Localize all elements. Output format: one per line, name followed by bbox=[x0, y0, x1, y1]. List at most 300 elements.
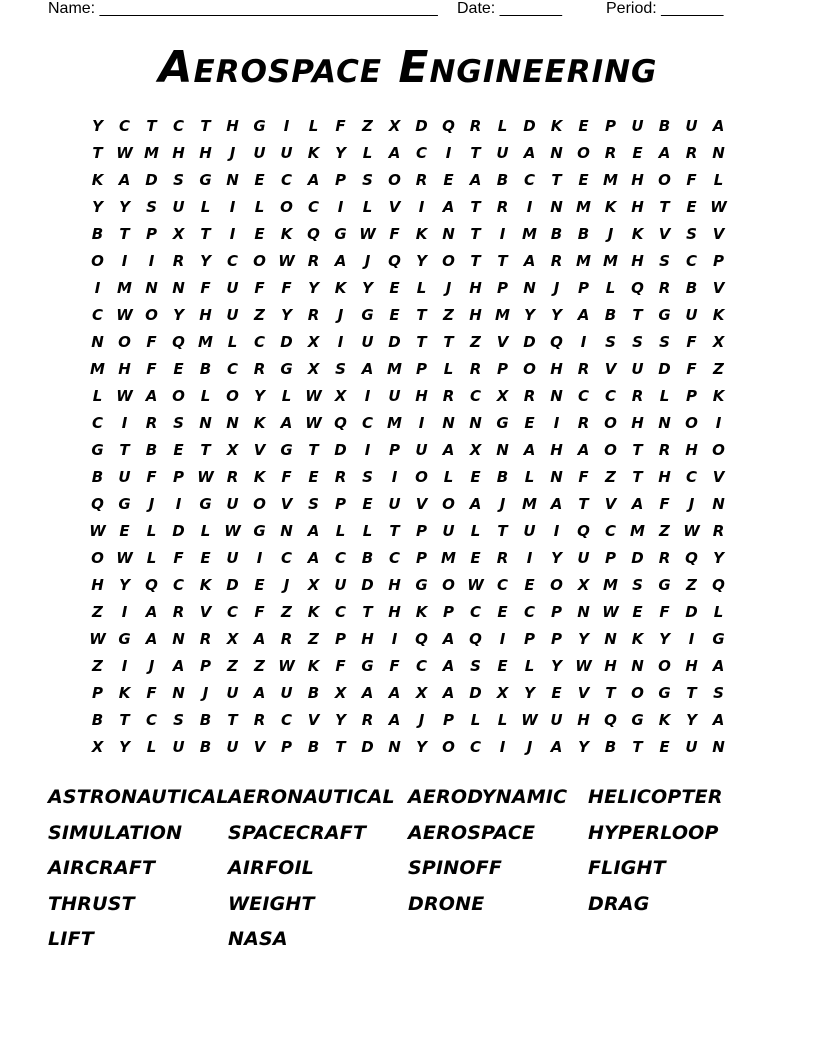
grid-letter[interactable]: I bbox=[499, 225, 506, 243]
grid-letter[interactable]: F bbox=[281, 279, 292, 297]
grid-letter[interactable]: M bbox=[603, 171, 618, 189]
grid-letter[interactable]: T bbox=[605, 684, 616, 702]
grid-letter[interactable]: I bbox=[229, 225, 236, 243]
grid-letter[interactable]: E bbox=[173, 441, 184, 459]
grid-letter[interactable]: F bbox=[146, 333, 157, 351]
grid-letter[interactable]: C bbox=[415, 144, 427, 162]
grid-letter[interactable]: H bbox=[631, 414, 644, 432]
grid-letter[interactable]: R bbox=[712, 522, 725, 540]
grid-letter[interactable]: N bbox=[604, 630, 617, 648]
grid-letter[interactable]: F bbox=[335, 117, 346, 135]
grid-letter[interactable]: S bbox=[173, 171, 184, 189]
grid-letter[interactable]: E bbox=[470, 549, 481, 567]
grid-letter[interactable]: H bbox=[469, 306, 482, 324]
grid-letter[interactable]: U bbox=[172, 198, 185, 216]
grid-letter[interactable]: F bbox=[686, 171, 697, 189]
grid-letter[interactable]: F bbox=[659, 495, 670, 513]
grid-letter[interactable]: T bbox=[119, 225, 130, 243]
grid-letter[interactable]: T bbox=[632, 468, 643, 486]
grid-letter[interactable]: W bbox=[224, 522, 241, 540]
grid-letter[interactable]: G bbox=[199, 171, 212, 189]
grid-letter[interactable]: R bbox=[658, 279, 671, 297]
grid-letter[interactable]: C bbox=[685, 468, 697, 486]
grid-letter[interactable]: C bbox=[604, 522, 616, 540]
grid-letter[interactable]: J bbox=[364, 252, 371, 270]
grid-letter[interactable]: V bbox=[253, 441, 266, 459]
grid-letter[interactable]: C bbox=[226, 603, 238, 621]
grid-letter[interactable]: R bbox=[307, 252, 320, 270]
grid-letter[interactable]: Q bbox=[631, 279, 644, 297]
grid-letter[interactable]: P bbox=[443, 603, 454, 621]
grid-letter[interactable]: H bbox=[199, 306, 212, 324]
grid-letter[interactable]: X bbox=[226, 441, 239, 459]
grid-letter[interactable]: M bbox=[522, 225, 537, 243]
grid-letter[interactable]: C bbox=[253, 333, 265, 351]
grid-letter[interactable]: C bbox=[91, 414, 103, 432]
grid-letter[interactable]: W bbox=[89, 522, 106, 540]
grid-letter[interactable]: W bbox=[710, 198, 727, 216]
grid-letter[interactable]: B bbox=[604, 738, 617, 756]
grid-letter[interactable]: T bbox=[308, 441, 319, 459]
grid-letter[interactable]: K bbox=[199, 576, 212, 594]
grid-letter[interactable]: T bbox=[389, 522, 400, 540]
grid-letter[interactable]: X bbox=[469, 441, 482, 459]
grid-letter[interactable]: D bbox=[361, 576, 374, 594]
grid-letter[interactable]: B bbox=[307, 684, 320, 702]
grid-letter[interactable]: J bbox=[148, 495, 155, 513]
grid-letter[interactable]: F bbox=[281, 468, 292, 486]
grid-letter[interactable]: K bbox=[631, 225, 644, 243]
grid-letter[interactable]: D bbox=[388, 333, 401, 351]
grid-letter[interactable]: V bbox=[604, 495, 617, 513]
grid-letter[interactable]: D bbox=[280, 333, 293, 351]
grid-letter[interactable]: Y bbox=[200, 252, 211, 270]
grid-letter[interactable]: T bbox=[578, 495, 589, 513]
grid-letter[interactable]: P bbox=[416, 360, 427, 378]
grid-letter[interactable]: X bbox=[307, 333, 320, 351]
grid-letter[interactable]: R bbox=[280, 630, 293, 648]
grid-letter[interactable]: N bbox=[172, 684, 185, 702]
grid-letter[interactable]: A bbox=[361, 360, 374, 378]
grid-letter[interactable]: F bbox=[146, 360, 157, 378]
grid-letter[interactable]: P bbox=[146, 225, 157, 243]
grid-letter[interactable]: A bbox=[388, 711, 401, 729]
grid-letter[interactable]: P bbox=[605, 549, 616, 567]
grid-letter[interactable]: G bbox=[91, 441, 104, 459]
grid-letter[interactable]: D bbox=[469, 684, 482, 702]
grid-letter[interactable]: T bbox=[416, 306, 427, 324]
grid-letter[interactable]: E bbox=[308, 468, 319, 486]
grid-letter[interactable]: C bbox=[469, 603, 481, 621]
grid-letter[interactable]: I bbox=[94, 279, 101, 297]
grid-letter[interactable]: X bbox=[415, 684, 428, 702]
grid-letter[interactable]: X bbox=[496, 684, 509, 702]
grid-letter[interactable]: E bbox=[578, 171, 589, 189]
grid-letter[interactable]: L bbox=[362, 522, 373, 540]
grid-letter[interactable]: I bbox=[688, 630, 695, 648]
grid-letter[interactable]: Z bbox=[659, 522, 670, 540]
grid-letter[interactable]: A bbox=[712, 657, 725, 675]
grid-letter[interactable]: Q bbox=[550, 333, 563, 351]
grid-letter[interactable]: N bbox=[172, 630, 185, 648]
grid-letter[interactable]: N bbox=[550, 387, 563, 405]
grid-letter[interactable]: W bbox=[278, 252, 295, 270]
grid-letter[interactable]: E bbox=[524, 576, 535, 594]
grid-letter[interactable]: T bbox=[119, 711, 130, 729]
grid-letter[interactable]: X bbox=[307, 576, 320, 594]
grid-letter[interactable]: S bbox=[308, 495, 319, 513]
grid-letter[interactable]: T bbox=[416, 333, 427, 351]
grid-letter[interactable]: K bbox=[415, 603, 428, 621]
grid-letter[interactable]: X bbox=[226, 630, 239, 648]
grid-letter[interactable]: J bbox=[337, 306, 344, 324]
grid-letter[interactable]: A bbox=[658, 144, 671, 162]
grid-letter[interactable]: H bbox=[550, 441, 563, 459]
grid-letter[interactable]: T bbox=[551, 171, 562, 189]
grid-letter[interactable]: E bbox=[497, 657, 508, 675]
grid-letter[interactable]: L bbox=[200, 387, 211, 405]
grid-letter[interactable]: Z bbox=[254, 306, 265, 324]
grid-letter[interactable]: R bbox=[415, 171, 428, 189]
grid-letter[interactable]: I bbox=[364, 441, 371, 459]
grid-letter[interactable]: N bbox=[199, 414, 212, 432]
grid-letter[interactable]: H bbox=[631, 198, 644, 216]
grid-letter[interactable]: I bbox=[256, 549, 263, 567]
grid-letter[interactable]: U bbox=[280, 684, 293, 702]
grid-letter[interactable]: K bbox=[415, 225, 428, 243]
grid-letter[interactable]: F bbox=[200, 279, 211, 297]
grid-letter[interactable]: C bbox=[523, 603, 535, 621]
grid-letter[interactable]: P bbox=[713, 252, 724, 270]
grid-letter[interactable]: N bbox=[388, 738, 401, 756]
grid-letter[interactable]: O bbox=[442, 576, 455, 594]
grid-letter[interactable]: Y bbox=[335, 711, 346, 729]
grid-letter[interactable]: L bbox=[443, 360, 454, 378]
grid-letter[interactable]: I bbox=[391, 630, 398, 648]
grid-letter[interactable]: U bbox=[550, 711, 563, 729]
grid-letter[interactable]: N bbox=[226, 171, 239, 189]
grid-letter[interactable]: P bbox=[335, 171, 346, 189]
grid-letter[interactable]: G bbox=[361, 306, 374, 324]
grid-letter[interactable]: A bbox=[442, 630, 455, 648]
grid-letter[interactable]: Y bbox=[551, 306, 562, 324]
grid-letter[interactable]: A bbox=[388, 684, 401, 702]
grid-letter[interactable]: C bbox=[469, 738, 481, 756]
grid-letter[interactable]: N bbox=[712, 738, 725, 756]
grid-letter[interactable]: O bbox=[442, 738, 455, 756]
grid-letter[interactable]: U bbox=[226, 495, 239, 513]
grid-letter[interactable]: C bbox=[172, 576, 184, 594]
grid-letter[interactable]: W bbox=[89, 630, 106, 648]
grid-letter[interactable]: S bbox=[632, 576, 643, 594]
grid-letter[interactable]: O bbox=[658, 171, 671, 189]
grid-letter[interactable]: U bbox=[442, 522, 455, 540]
grid-letter[interactable]: R bbox=[469, 360, 482, 378]
grid-letter[interactable]: U bbox=[388, 387, 401, 405]
grid-letter[interactable]: A bbox=[361, 684, 374, 702]
grid-letter[interactable]: H bbox=[631, 252, 644, 270]
grid-letter[interactable]: K bbox=[307, 657, 320, 675]
grid-letter[interactable]: A bbox=[469, 171, 482, 189]
grid-letter[interactable]: N bbox=[712, 144, 725, 162]
grid-letter[interactable]: E bbox=[632, 603, 643, 621]
grid-letter[interactable]: D bbox=[523, 333, 536, 351]
grid-letter[interactable]: X bbox=[577, 576, 590, 594]
grid-letter[interactable]: P bbox=[497, 360, 508, 378]
period-field[interactable]: Period: _______ bbox=[606, 0, 724, 17]
grid-letter[interactable]: U bbox=[226, 549, 239, 567]
grid-letter[interactable]: D bbox=[172, 522, 185, 540]
grid-letter[interactable]: W bbox=[467, 576, 484, 594]
grid-letter[interactable]: L bbox=[92, 387, 103, 405]
grid-letter[interactable]: Z bbox=[92, 603, 103, 621]
grid-letter[interactable]: I bbox=[121, 657, 128, 675]
grid-letter[interactable]: R bbox=[253, 360, 266, 378]
grid-letter[interactable]: M bbox=[603, 576, 618, 594]
grid-letter[interactable]: A bbox=[118, 171, 131, 189]
grid-letter[interactable]: Q bbox=[685, 549, 698, 567]
grid-letter[interactable]: C bbox=[496, 576, 508, 594]
grid-letter[interactable]: B bbox=[91, 225, 104, 243]
grid-letter[interactable]: F bbox=[335, 657, 346, 675]
grid-letter[interactable]: U bbox=[253, 144, 266, 162]
grid-letter[interactable]: M bbox=[387, 360, 402, 378]
grid-letter[interactable]: X bbox=[388, 117, 401, 135]
grid-letter[interactable]: N bbox=[280, 522, 293, 540]
grid-letter[interactable]: P bbox=[497, 279, 508, 297]
grid-letter[interactable]: F bbox=[389, 225, 400, 243]
grid-letter[interactable]: K bbox=[307, 603, 320, 621]
grid-letter[interactable]: T bbox=[119, 441, 130, 459]
grid-letter[interactable]: V bbox=[712, 468, 725, 486]
grid-letter[interactable]: E bbox=[659, 738, 670, 756]
grid-letter[interactable]: G bbox=[415, 576, 428, 594]
grid-letter[interactable]: B bbox=[496, 468, 509, 486]
grid-letter[interactable]: O bbox=[172, 387, 185, 405]
grid-letter[interactable]: P bbox=[335, 630, 346, 648]
grid-letter[interactable]: M bbox=[576, 252, 591, 270]
grid-letter[interactable]: E bbox=[362, 495, 373, 513]
grid-letter[interactable]: B bbox=[496, 171, 509, 189]
grid-letter[interactable]: S bbox=[362, 468, 373, 486]
grid-letter[interactable]: H bbox=[361, 630, 374, 648]
grid-letter[interactable]: V bbox=[253, 738, 266, 756]
grid-letter[interactable]: N bbox=[631, 657, 644, 675]
grid-letter[interactable]: L bbox=[659, 387, 670, 405]
grid-letter[interactable]: U bbox=[361, 333, 374, 351]
grid-letter[interactable]: N bbox=[442, 225, 455, 243]
grid-letter[interactable]: T bbox=[146, 117, 157, 135]
grid-letter[interactable]: E bbox=[497, 603, 508, 621]
grid-letter[interactable]: H bbox=[604, 657, 617, 675]
grid-letter[interactable]: H bbox=[226, 117, 239, 135]
grid-letter[interactable]: C bbox=[577, 387, 589, 405]
grid-letter[interactable]: X bbox=[172, 225, 185, 243]
grid-letter[interactable]: F bbox=[146, 684, 157, 702]
grid-letter[interactable]: N bbox=[712, 495, 725, 513]
grid-letter[interactable]: D bbox=[145, 171, 158, 189]
grid-letter[interactable]: D bbox=[226, 576, 239, 594]
grid-letter[interactable]: B bbox=[604, 306, 617, 324]
grid-letter[interactable]: O bbox=[712, 441, 725, 459]
grid-letter[interactable]: V bbox=[577, 684, 590, 702]
grid-letter[interactable]: J bbox=[499, 495, 506, 513]
grid-letter[interactable]: O bbox=[685, 414, 698, 432]
grid-letter[interactable]: C bbox=[334, 603, 346, 621]
grid-letter[interactable]: F bbox=[686, 333, 697, 351]
grid-letter[interactable]: G bbox=[658, 684, 671, 702]
grid-letter[interactable]: I bbox=[364, 387, 371, 405]
grid-letter[interactable]: E bbox=[173, 360, 184, 378]
grid-letter[interactable]: C bbox=[91, 306, 103, 324]
grid-letter[interactable]: V bbox=[658, 225, 671, 243]
grid-letter[interactable]: V bbox=[415, 495, 428, 513]
grid-letter[interactable]: Z bbox=[254, 657, 265, 675]
grid-letter[interactable]: I bbox=[499, 738, 506, 756]
grid-letter[interactable]: C bbox=[226, 360, 238, 378]
grid-letter[interactable]: E bbox=[254, 225, 265, 243]
grid-letter[interactable]: B bbox=[199, 711, 212, 729]
grid-letter[interactable]: V bbox=[280, 495, 293, 513]
grid-letter[interactable]: F bbox=[686, 360, 697, 378]
grid-letter[interactable]: E bbox=[389, 279, 400, 297]
grid-letter[interactable]: L bbox=[362, 198, 373, 216]
grid-letter[interactable]: Z bbox=[362, 117, 373, 135]
grid-letter[interactable]: S bbox=[335, 360, 346, 378]
grid-letter[interactable]: H bbox=[91, 576, 104, 594]
grid-letter[interactable]: O bbox=[604, 441, 617, 459]
grid-letter[interactable]: P bbox=[200, 657, 211, 675]
grid-letter[interactable]: Q bbox=[91, 495, 104, 513]
grid-letter[interactable]: H bbox=[550, 360, 563, 378]
grid-letter[interactable]: C bbox=[604, 387, 616, 405]
grid-letter[interactable]: P bbox=[335, 495, 346, 513]
grid-letter[interactable]: K bbox=[550, 117, 563, 135]
grid-letter[interactable]: E bbox=[443, 171, 454, 189]
grid-letter[interactable]: O bbox=[658, 657, 671, 675]
grid-letter[interactable]: T bbox=[632, 306, 643, 324]
grid-letter[interactable]: U bbox=[496, 144, 509, 162]
grid-letter[interactable]: G bbox=[118, 495, 131, 513]
grid-letter[interactable]: I bbox=[121, 252, 128, 270]
grid-letter[interactable]: K bbox=[631, 630, 644, 648]
grid-letter[interactable]: C bbox=[388, 549, 400, 567]
grid-letter[interactable]: U bbox=[685, 117, 698, 135]
grid-letter[interactable]: H bbox=[685, 657, 698, 675]
grid-letter[interactable]: M bbox=[441, 549, 456, 567]
grid-letter[interactable]: M bbox=[630, 522, 645, 540]
grid-letter[interactable]: K bbox=[604, 198, 617, 216]
grid-letter[interactable]: L bbox=[443, 468, 454, 486]
grid-letter[interactable]: F bbox=[389, 657, 400, 675]
grid-letter[interactable]: Z bbox=[470, 333, 481, 351]
grid-letter[interactable]: N bbox=[226, 414, 239, 432]
grid-letter[interactable]: I bbox=[229, 198, 236, 216]
grid-letter[interactable]: J bbox=[283, 576, 290, 594]
grid-letter[interactable]: X bbox=[496, 387, 509, 405]
grid-letter[interactable]: R bbox=[658, 549, 671, 567]
grid-letter[interactable]: A bbox=[334, 252, 347, 270]
grid-letter[interactable]: N bbox=[523, 279, 536, 297]
grid-letter[interactable]: Y bbox=[254, 387, 265, 405]
grid-letter[interactable]: T bbox=[470, 252, 481, 270]
grid-letter[interactable]: S bbox=[146, 198, 157, 216]
grid-letter[interactable]: V bbox=[388, 198, 401, 216]
grid-letter[interactable]: I bbox=[526, 549, 533, 567]
grid-letter[interactable]: Y bbox=[551, 657, 562, 675]
grid-letter[interactable]: W bbox=[683, 522, 700, 540]
grid-letter[interactable]: Y bbox=[362, 279, 373, 297]
grid-letter[interactable]: B bbox=[91, 468, 104, 486]
grid-letter[interactable]: F bbox=[254, 279, 265, 297]
grid-letter[interactable]: K bbox=[712, 306, 725, 324]
grid-letter[interactable]: R bbox=[631, 387, 644, 405]
grid-letter[interactable]: D bbox=[658, 360, 671, 378]
grid-letter[interactable]: A bbox=[550, 495, 563, 513]
grid-letter[interactable]: U bbox=[685, 738, 698, 756]
grid-letter[interactable]: P bbox=[443, 711, 454, 729]
grid-letter[interactable]: I bbox=[337, 198, 344, 216]
grid-letter[interactable]: A bbox=[712, 711, 725, 729]
grid-letter[interactable]: R bbox=[334, 468, 347, 486]
grid-letter[interactable]: R bbox=[253, 711, 266, 729]
grid-letter[interactable]: L bbox=[362, 144, 373, 162]
grid-letter[interactable]: X bbox=[334, 387, 347, 405]
grid-letter[interactable]: A bbox=[442, 684, 455, 702]
grid-letter[interactable]: D bbox=[334, 441, 347, 459]
grid-letter[interactable]: Q bbox=[388, 252, 401, 270]
grid-letter[interactable]: K bbox=[334, 279, 347, 297]
grid-letter[interactable]: B bbox=[685, 279, 698, 297]
grid-letter[interactable]: F bbox=[659, 603, 670, 621]
grid-letter[interactable]: J bbox=[688, 495, 695, 513]
grid-letter[interactable]: O bbox=[280, 198, 293, 216]
grid-letter[interactable]: I bbox=[580, 333, 587, 351]
grid-letter[interactable]: R bbox=[442, 387, 455, 405]
grid-letter[interactable]: A bbox=[253, 684, 266, 702]
grid-letter[interactable]: Z bbox=[443, 306, 454, 324]
grid-letter[interactable]: Y bbox=[92, 198, 103, 216]
grid-letter[interactable]: L bbox=[524, 657, 535, 675]
grid-letter[interactable]: K bbox=[658, 711, 671, 729]
grid-letter[interactable]: R bbox=[658, 441, 671, 459]
grid-letter[interactable]: R bbox=[577, 414, 590, 432]
grid-letter[interactable]: T bbox=[632, 441, 643, 459]
grid-letter[interactable]: C bbox=[145, 711, 157, 729]
grid-letter[interactable]: Z bbox=[227, 657, 238, 675]
grid-letter[interactable]: R bbox=[199, 630, 212, 648]
grid-letter[interactable]: O bbox=[388, 171, 401, 189]
grid-letter[interactable]: L bbox=[470, 711, 481, 729]
grid-letter[interactable]: G bbox=[631, 711, 644, 729]
grid-letter[interactable]: U bbox=[226, 279, 239, 297]
grid-letter[interactable]: C bbox=[118, 117, 130, 135]
grid-letter[interactable]: Y bbox=[119, 576, 130, 594]
grid-letter[interactable]: M bbox=[576, 198, 591, 216]
grid-letter[interactable]: R bbox=[577, 360, 590, 378]
grid-letter[interactable]: M bbox=[522, 495, 537, 513]
grid-letter[interactable]: S bbox=[713, 684, 724, 702]
grid-letter[interactable]: E bbox=[470, 468, 481, 486]
grid-letter[interactable]: E bbox=[578, 117, 589, 135]
grid-letter[interactable]: Q bbox=[415, 630, 428, 648]
grid-letter[interactable]: E bbox=[524, 414, 535, 432]
grid-letter[interactable]: C bbox=[523, 171, 535, 189]
grid-letter[interactable]: V bbox=[604, 360, 617, 378]
grid-letter[interactable]: T bbox=[470, 198, 481, 216]
grid-letter[interactable]: P bbox=[416, 549, 427, 567]
grid-letter[interactable]: Y bbox=[524, 684, 535, 702]
